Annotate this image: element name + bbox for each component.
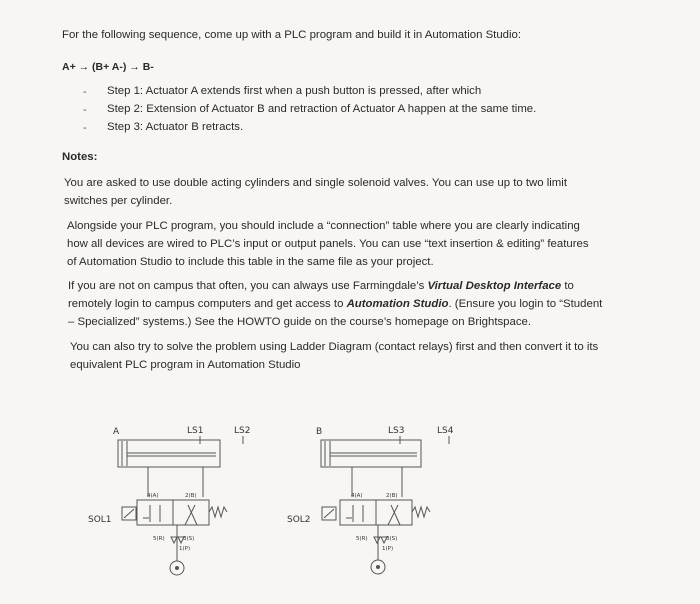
cyl-a-label: A (113, 427, 120, 437)
sequence: A+ → (B+ A-) → B- (62, 61, 154, 73)
bullet-dash: - (83, 86, 87, 98)
para3-line1: If you are not on campus that often, you can always use Farmingdale’s Virtual Desktop Interface to (68, 280, 574, 292)
para1-line2: switches per cylinder. (64, 195, 173, 207)
cyl-b-label: B (316, 427, 323, 437)
port-3s-a: 3(S) (183, 536, 195, 542)
cylinder-b-circuit (287, 426, 454, 574)
ls3-label: LS3 (388, 426, 405, 436)
para2-line3: of Automation Studio to include this table in the same file as your project. (67, 256, 434, 268)
ls1-label: LS1 (187, 426, 204, 436)
automation-studio-emphasis: Automation Studio (346, 298, 449, 310)
port-2b-b: 2(B) (386, 493, 398, 499)
page-title: For the following sequence, come up with a PLC program and build it in Automation Studio: (62, 29, 522, 41)
port-1p-a: 1(P) (179, 546, 191, 552)
port-1p-b: 1(P) (382, 546, 394, 552)
ls4-label: LS4 (437, 426, 454, 436)
step-2: Step 2: Extension of Actuator B and retraction of Actuator A happen at the same time. (107, 103, 537, 115)
para4-line2: equivalent PLC program in Automation Studio (70, 359, 301, 371)
para3-line3: – Specialized” systems.) See the HOWTO guide on the course’s homepage on Brightspace. (68, 316, 532, 328)
cylinder-a-circuit (88, 426, 250, 575)
bullet-dash: - (83, 122, 87, 134)
sol1-label: SOL1 (88, 515, 112, 525)
para1-line1: You are asked to use double acting cylinders and single solenoid valves. You can use up to two limit (64, 177, 567, 189)
step-1: Step 1: Actuator A extends first when a push button is pressed, after which (107, 85, 482, 97)
sol2-label: SOL2 (287, 515, 311, 525)
para4-line1: You can also try to solve the problem using Ladder Diagram (contact relays) first and then convert it to its (70, 341, 599, 353)
para3-line2: remotely login to campus computers and get access to Automation Studio. (Ensure you login to “Student (68, 298, 603, 310)
vdi-emphasis: Virtual Desktop Interface (427, 280, 562, 292)
port-3s-b: 3(S) (386, 536, 398, 542)
step-3: Step 3: Actuator B retracts. (107, 121, 244, 133)
ls2-label: LS2 (234, 426, 251, 436)
port-5r-b: 5(R) (356, 536, 368, 542)
bullet-dash: - (83, 104, 87, 116)
notes-heading: Notes: (62, 151, 98, 163)
port-4a-a: 4(A) (147, 493, 159, 499)
port-2b-a: 2(B) (185, 493, 197, 499)
port-4a-b: 4(A) (351, 493, 363, 499)
para2-line1: Alongside your PLC program, you should include a “connection” table where you are clearly indicating (67, 220, 580, 232)
para2-line2: how all devices are wired to PLC’s input or output panels. You can use “text insertion & editing” features (67, 238, 589, 250)
port-5r-a: 5(R) (153, 536, 165, 542)
